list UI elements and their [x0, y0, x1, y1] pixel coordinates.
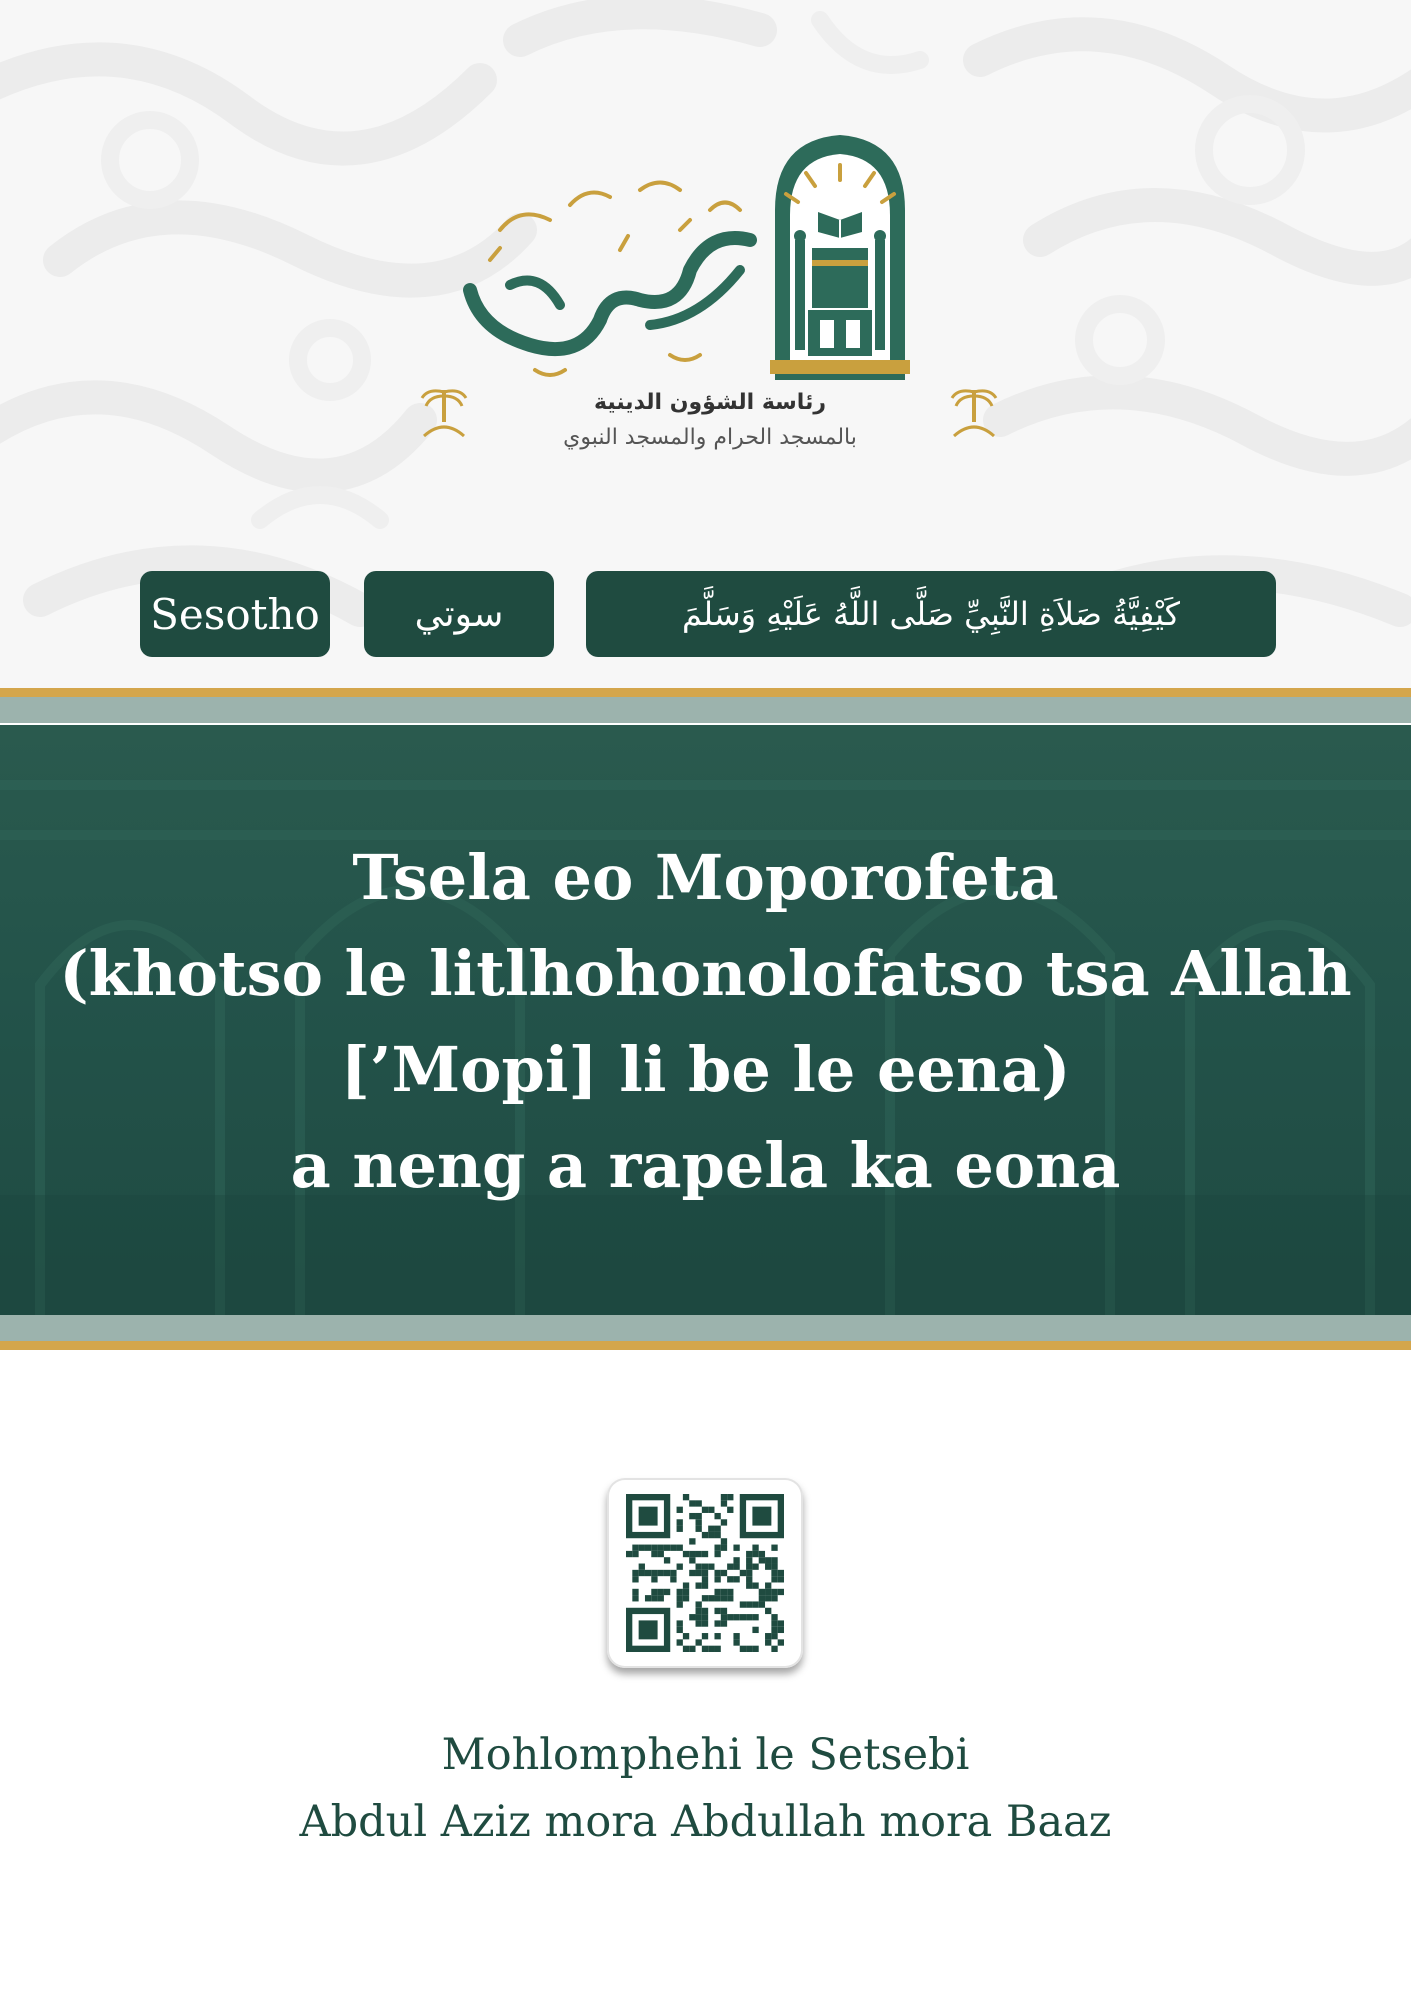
top-sage-band — [0, 697, 1411, 723]
author-name: Abdul Aziz mora Abdullah mora Baaz — [299, 1797, 1112, 1847]
bottom-gold-band — [0, 1341, 1411, 1350]
title-banner — [0, 725, 1411, 1315]
book-title-line-4: a neng a rapela ka eona — [290, 1129, 1121, 1202]
logo-subtitle: بالمسجد الحرام والمسجد النبوي — [563, 425, 857, 450]
book-title — [0, 830, 1411, 1214]
book-title-line-3: [’Mopi] li be le eena) — [340, 1033, 1071, 1106]
book-title-line-2: (khotso le litlhohonolofatso tsa Allah — [59, 937, 1352, 1010]
title-arabic-label: كَيْفِيَّةُ صَلاَةِ النَّبِيِّ صَلَّى اللَّهُ عَلَيْهِ وَسَلَّمَ — [586, 571, 1276, 657]
haramain-logo — [440, 120, 980, 500]
bottom-sage-band — [0, 1315, 1411, 1341]
language-label-arabic: سوتي — [364, 571, 554, 657]
logo-title: رئاسة الشؤون الدينية — [594, 390, 826, 415]
top-gold-band — [0, 688, 1411, 697]
language-label-latin: Sesotho — [140, 571, 330, 657]
book-title-line-1: Tsela eo Moporofeta — [352, 841, 1059, 914]
haramain-mosque-logo-icon — [440, 120, 980, 390]
qr-code-icon — [626, 1494, 784, 1652]
qr-code-card[interactable] — [607, 1478, 803, 1668]
author-honorific: Mohlomphehi le Setsebi — [441, 1730, 970, 1780]
